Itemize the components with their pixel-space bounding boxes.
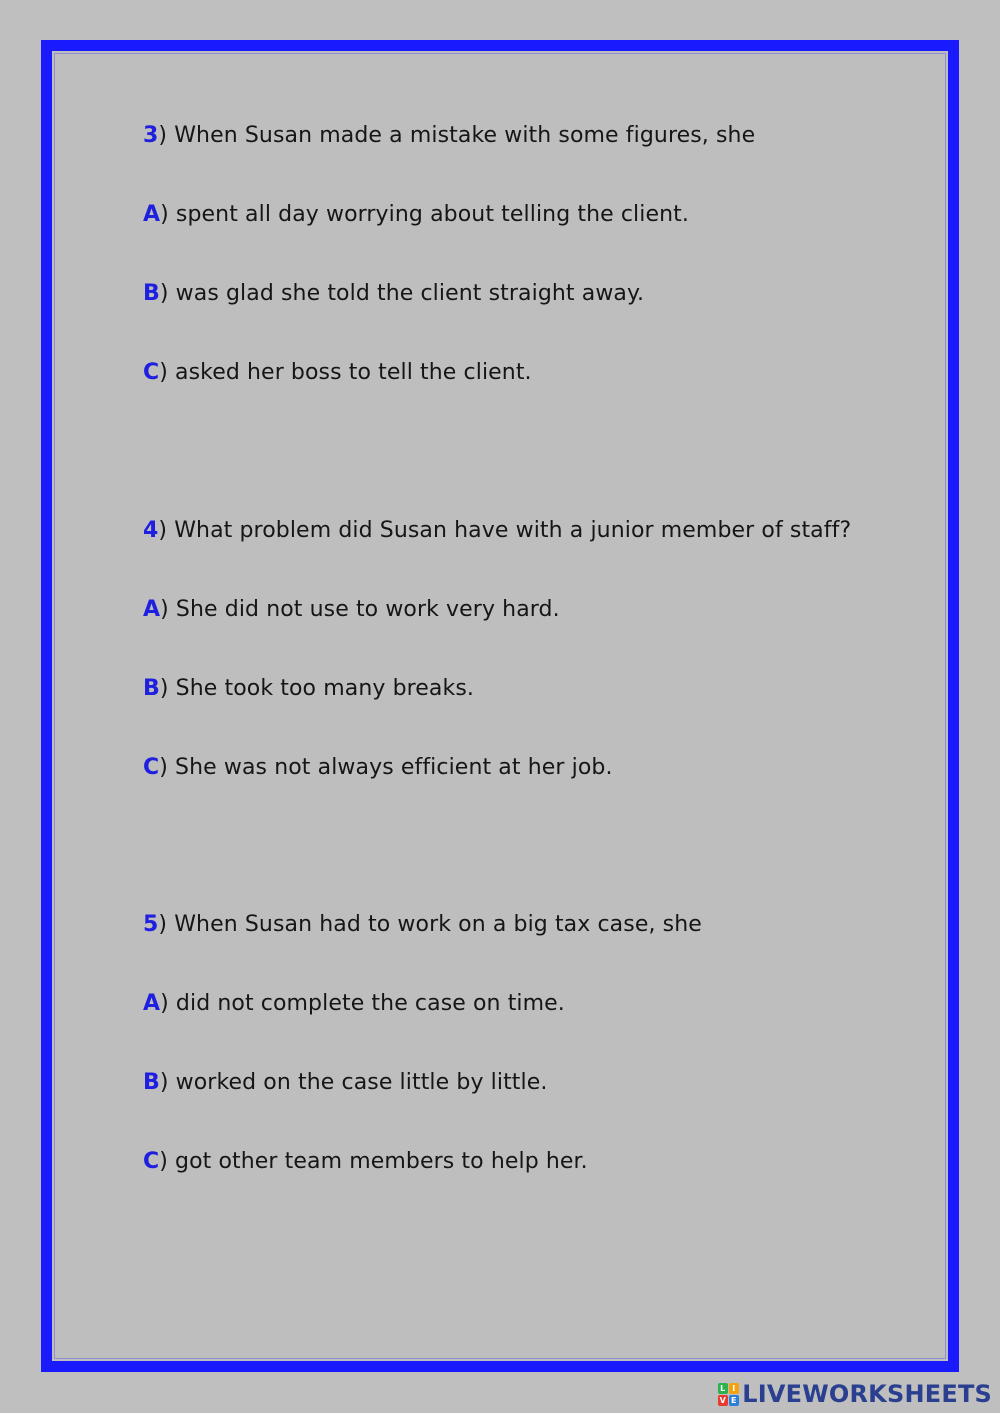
question-4-option-b[interactable] (143, 675, 474, 703)
question-number: 5 (143, 912, 159, 937)
option-letter: B (143, 281, 160, 306)
option-text: ) spent all day worrying about telling the client. (160, 202, 689, 227)
logo-tile-i: I (729, 1383, 739, 1394)
option-text: ) She was not always efficient at her job. (159, 755, 613, 780)
logo-tile-v: V (719, 1395, 726, 1405)
question-5-option-a[interactable] (143, 990, 565, 1018)
option-text: ) She took too many breaks. (159, 676, 475, 701)
question-5-stem (143, 911, 702, 939)
question-text: ) What problem did Susan have with a junior member of staff? (158, 518, 852, 543)
option-letter: A (143, 991, 161, 1016)
question-3-option-c[interactable] (143, 359, 532, 387)
question-4-option-a[interactable] (143, 596, 560, 624)
question-5-option-c[interactable] (143, 1148, 588, 1176)
question-number: 4 (143, 518, 159, 543)
option-letter: C (143, 1149, 160, 1174)
question-text: ) When Susan made a mistake with some figures, she (158, 123, 756, 148)
option-text: ) got other team members to help her. (159, 1149, 588, 1174)
question-number: 3 (143, 123, 159, 148)
question-5-option-b[interactable] (143, 1069, 547, 1097)
option-text: ) worked on the case little by little. (159, 1070, 548, 1095)
question-4-stem (143, 517, 851, 545)
question-3-stem (143, 122, 755, 150)
liveworksheets-icon (717, 1382, 739, 1406)
option-letter: B (143, 676, 160, 701)
option-text: ) did not complete the case on time. (160, 991, 565, 1016)
option-letter: C (143, 360, 160, 385)
question-4-option-c[interactable] (143, 754, 613, 782)
option-letter: B (143, 1070, 160, 1095)
option-letter: A (143, 597, 161, 622)
option-text: ) was glad she told the client straight away. (159, 281, 645, 306)
liveworksheets-logo[interactable] (717, 1379, 992, 1409)
option-text: ) asked her boss to tell the client. (159, 360, 532, 385)
option-letter: C (143, 755, 160, 780)
logo-tile-l: L (718, 1383, 728, 1394)
brand-name: LIVEWORKSHEETS (742, 1380, 992, 1408)
question-3-option-a[interactable] (143, 201, 689, 229)
option-text: ) She did not use to work very hard. (160, 597, 560, 622)
question-3-option-b[interactable] (143, 280, 644, 308)
logo-tile-e: E (729, 1395, 739, 1406)
option-letter: A (143, 202, 161, 227)
question-text: ) When Susan had to work on a big tax case, she (158, 912, 702, 937)
